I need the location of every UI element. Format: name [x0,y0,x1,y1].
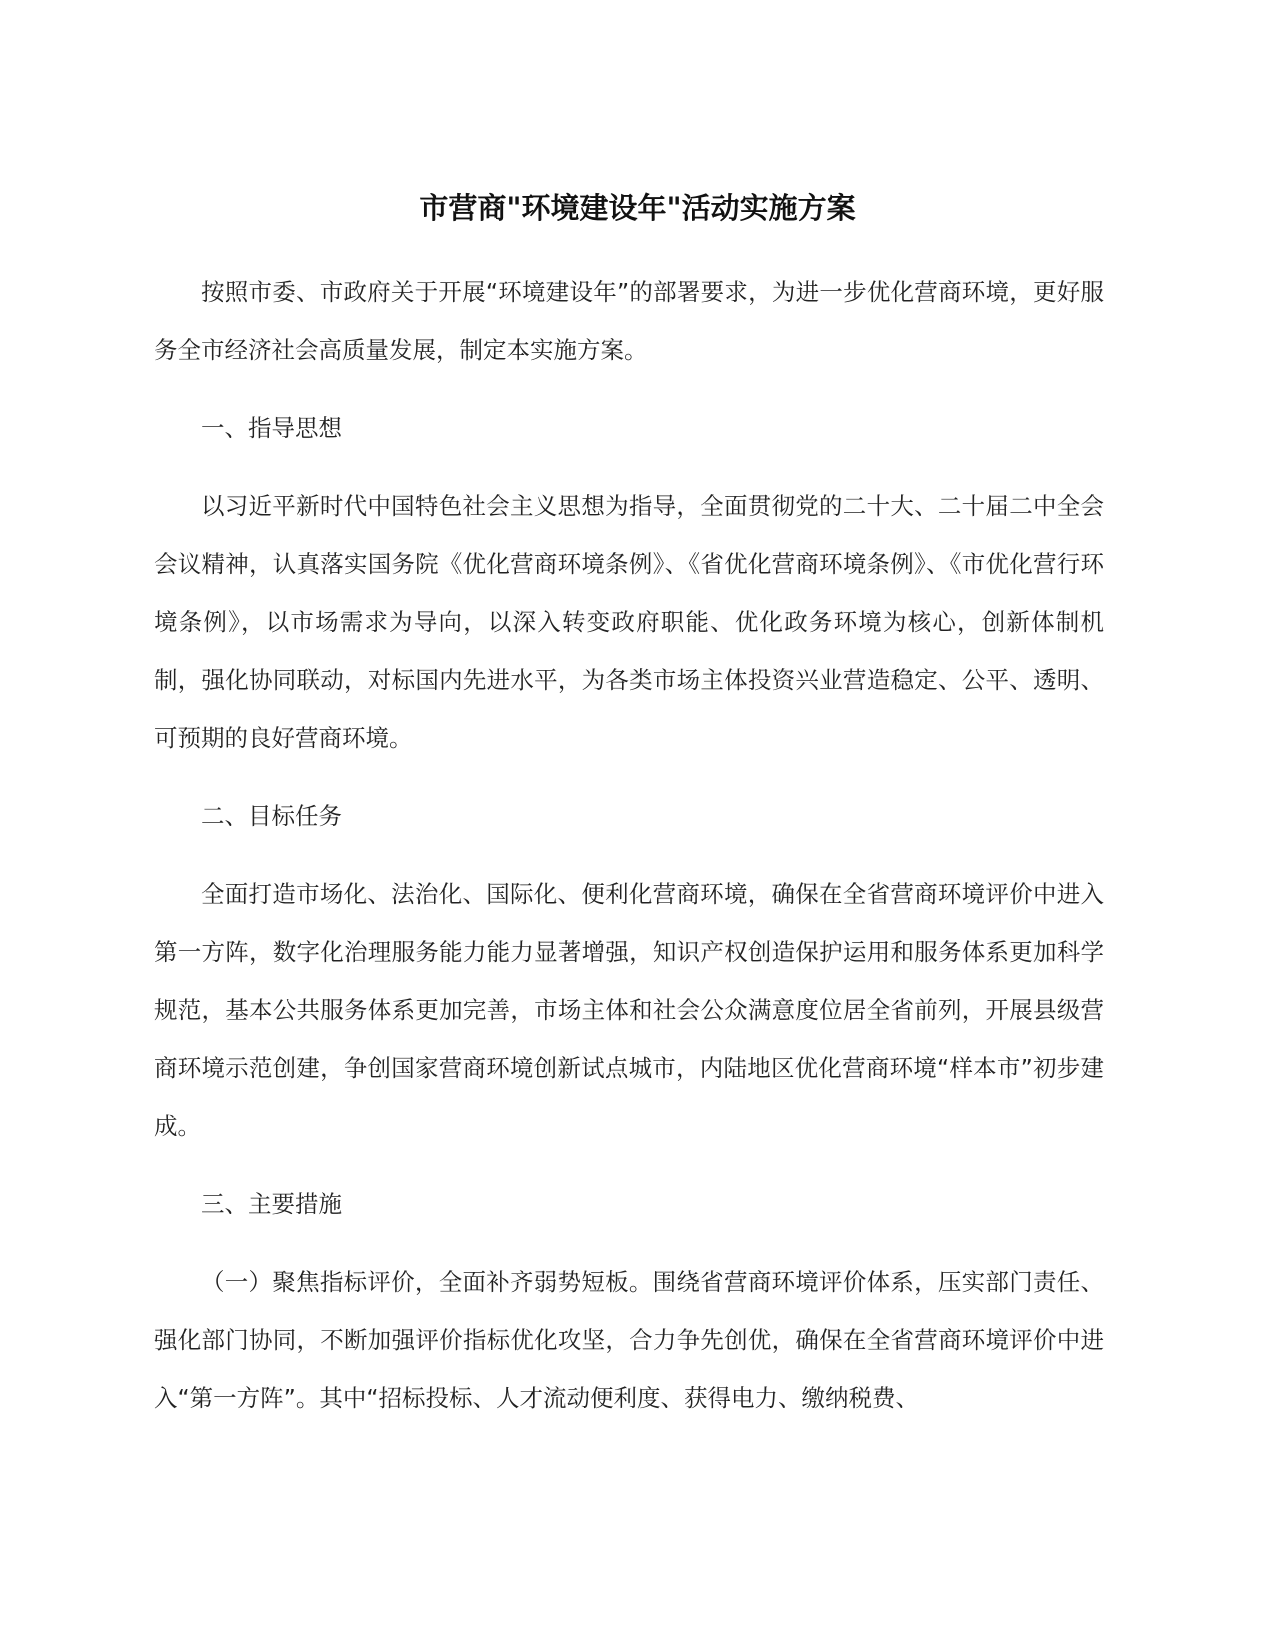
section-paragraph-measures: （一）聚焦指标评价，全面补齐弱势短板。围绕省营商环境评价体系，压实部门责任、强化部门协同，不断加强评价指标优化攻坚，合力争先创优，确保在全省营商环境评价中进入“第一方阵”。其中“招标投标、人才流动便利度、获得电力、缴纳税费、 [154,1268,1104,1412]
intro-paragraph: 按照市委、市政府关于开展“环境建设年”的部署要求，为进一步优化营商环境，更好服务全市经济社会高质量发展，制定本实施方案。 [154,278,1104,364]
section-paragraph-goals: 全面打造市场化、法治化、国际化、便利化营商环境，确保在全省营商环境评价中进入第一方阵，数字化治理服务能力能力显著增强，知识产权创造保护运用和服务体系更加科学规范，基本公共服务体系更加完善，市场主体和社会公众满意度位居全省前列，开展县级营商环境示范创建，争创国家营商环境创新试点城市，内陆地区优化营商环境“样本市”初步建成。 [154,880,1104,1140]
section-heading-guiding-ideology: 一、指导思想 [201,414,342,442]
document-body [154,263,1104,1447]
section-heading-goals: 二、目标任务 [201,802,342,830]
section-paragraph-guiding-ideology: 以习近平新时代中国特色社会主义思想为指导，全面贯彻党的二十大、二十届二中全会会议精神，认真落实国务院《优化营商环境条例》、《省优化营商环境条例》、《市优化营行环境条例》，以市场需求为导向，以深入转变政府职能、优化政务环境为核心，创新体制机制，强化协同联动，对标国内先进水平，为各类市场主体投资兴业营造稳定、公平、透明、可预期的良好营商环境。 [154,492,1104,752]
document-title: 市营商"环境建设年"活动实施方案 [419,191,856,225]
section-heading-measures: 三、主要措施 [201,1190,342,1218]
